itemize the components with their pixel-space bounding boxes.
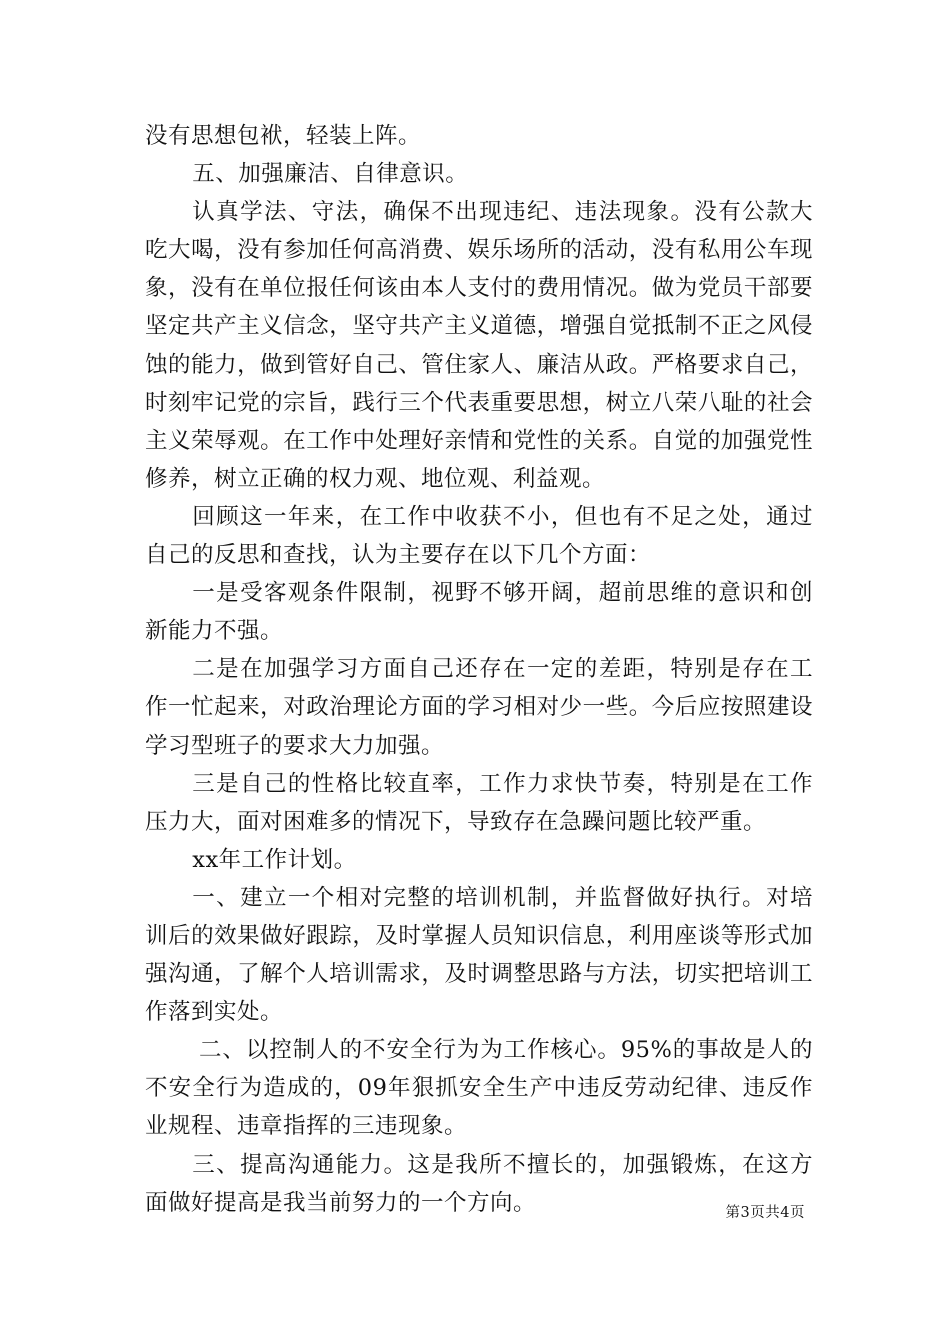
- paragraph-review-intro: 回顾这一年来，在工作中收获不小，但也有不足之处，通过自己的反思和查找，认为主要存在以下几个方面：: [145, 503, 813, 569]
- paragraph-plan-2: 二、以控制人的不安全行为为工作核心。95%的事故是人的不安全行为造成的，09年狠抓安全生产中违反劳动纪律、违反作业规程、违章指挥的三违现象。: [145, 1037, 813, 1140]
- paragraph-shortcoming-2: 二是在加强学习方面自己还存在一定的差距，特别是存在工作一忙起来，对政治理论方面的学习相对少一些。今后应按照建设学习型班子的要求大力加强。: [145, 656, 813, 759]
- paragraph-plan-heading: xx年工作计划。: [192, 846, 357, 873]
- paragraph-plan-1: 一、建立一个相对完整的培训机制，并监督做好执行。对培训后的效果做好跟踪，及时掌握人员知识信息，利用座谈等形式加强沟通，了解个人培训需求，及时调整思路与方法，切实把培训工作落到实处。: [145, 884, 813, 1026]
- paragraph-heading-integrity: 五、加强廉洁、自律意识。: [192, 161, 469, 188]
- document-body: [145, 117, 813, 1222]
- paragraph-shortcoming-3: 三是自己的性格比较直率，工作力求快节奏，特别是在工作压力大，面对困难多的情况下，导致存在急躁问题比较严重。: [145, 770, 813, 835]
- page-number-footer: 第3页共4页: [725, 1205, 805, 1221]
- paragraph-integrity-details: 认真学法、守法，确保不出现违纪、违法现象。没有公款大吃大喝，没有参加任何高消费、娱乐场所的活动，没有私用公车现象，没有在单位报任何该由本人支付的费用情况。做为党员干部要坚定共产主义信念，坚守共产主义道德，增强自觉抵制不正之风侵蚀的能力，做到管好自己、管住家人、廉洁从政。严格要求自己，时刻牢记党的宗旨，践行三个代表重要思想，树立八荣八耻的社会主义荣辱观。在工作中处理好亲情和党性的关系。自觉的加强党性修养，树立正确的权力观、地位观、利益观。: [145, 199, 813, 492]
- paragraph-continuation: 没有思想包袱，轻装上阵。: [145, 123, 422, 149]
- paragraph-plan-3: 三、提高沟通能力。这是我所不擅长的，加强锻炼，在这方面做好提高是我当前努力的一个方向。: [145, 1151, 813, 1216]
- paragraph-shortcoming-1: 一是受客观条件限制，视野不够开阔，超前思维的意识和创新能力不强。: [145, 580, 813, 645]
